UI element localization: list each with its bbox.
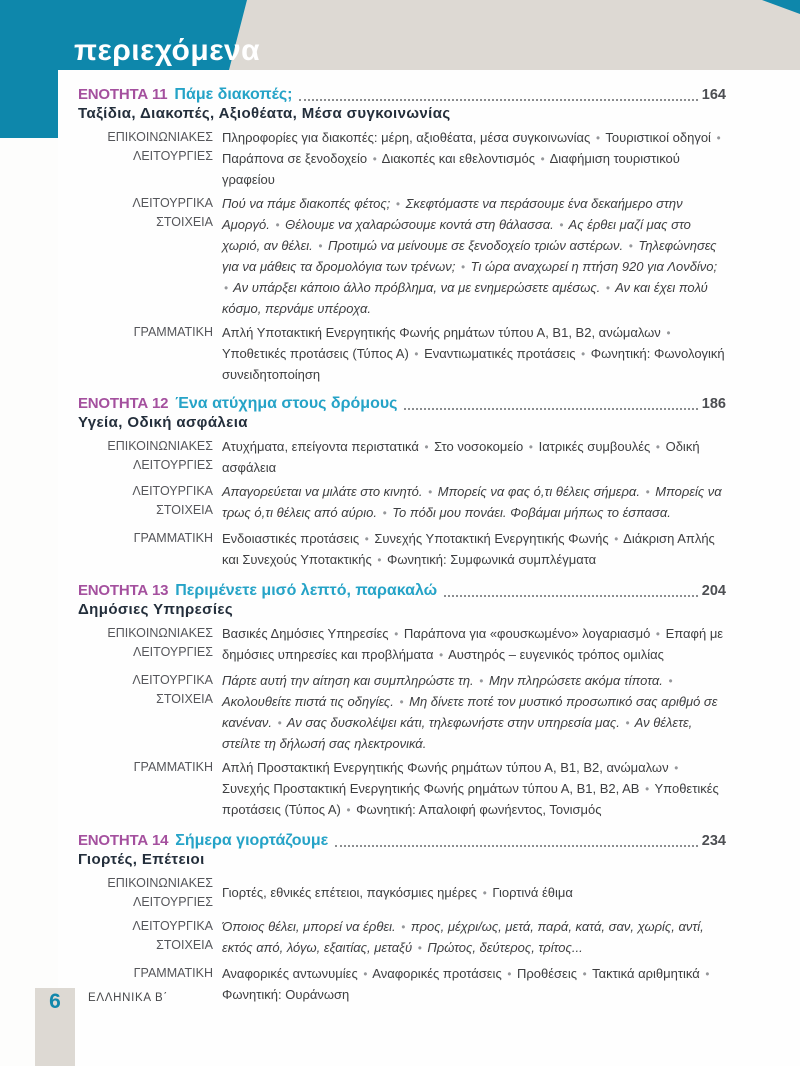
bullet-separator: • [482, 887, 487, 900]
section-label-line: ΓΡΑΜΜΑΤΙΚΗ [133, 531, 213, 545]
section-item: Φωνητική: Ουράνωση [222, 987, 350, 1002]
section-item: Υποθετικές προτάσεις (Τύπος Α) [222, 346, 409, 361]
toc-unit [78, 395, 726, 571]
section-item: Μη δίνετε ποτέ τον μυστικό προσωπικό σας αριθμό σε κανέναν. [222, 694, 718, 730]
bullet-separator: • [528, 442, 533, 454]
section-label-line: ΛΕΙΤΟΥΡΓΙΕΣ [133, 645, 213, 659]
bullet-separator: • [401, 922, 406, 934]
unit-title: Πάμε διακοπές; [174, 86, 293, 103]
section-item: Στο νοσοκομείο [434, 439, 524, 454]
section-item: Ακολουθείτε πιστά τις οδηγίες. [222, 694, 394, 709]
section-item: Ας έρθει μαζί μας στο χωριό, αν θέλει. [222, 217, 691, 253]
section-item: Διακοπές και εθελοντισμός [381, 151, 536, 166]
unit-subtitle: Δημόσιες Υπηρεσίες [78, 601, 234, 618]
bullet-separator: • [399, 697, 404, 709]
unit-section [78, 482, 726, 524]
unit-title: Ένα ατύχημα στους δρόμους [175, 395, 398, 412]
bullet-separator: • [479, 676, 484, 688]
section-label [78, 194, 213, 232]
section-label [78, 128, 213, 166]
bullet-separator: • [614, 534, 619, 546]
section-label [78, 624, 213, 662]
section-label-line: ΛΕΙΤΟΥΡΓΙΕΣ [133, 458, 213, 472]
section-item: Φωνητική: Συμφωνικά συμπλέγματα [387, 552, 597, 567]
section-item: Διαφήμιση τουριστικού γραφείου [222, 151, 680, 187]
section-label-line: ΓΡΑΜΜΑΤΙΚΗ [133, 760, 213, 774]
bullet-separator: • [595, 133, 600, 145]
section-items [222, 323, 726, 384]
section-item: Τουριστικοί οδηγοί [605, 130, 711, 145]
bullet-separator: • [674, 763, 679, 775]
bullet-separator: • [364, 534, 369, 546]
section-item: Ατυχήματα, επείγοντα περιστατικά [222, 439, 419, 454]
dot-leader [444, 595, 698, 597]
section-item: Απλή Προστακτική Ενεργητικής Φωνής ρημάτων τύπου Α, Β1, Β2, ανώμαλων [222, 760, 669, 775]
unit-section [78, 128, 726, 189]
section-label-line: ΓΡΑΜΜΑΤΙΚΗ [133, 325, 213, 339]
unit-section [78, 917, 726, 959]
section-item: Πληροφορίες για διακοπές: μέρη, αξιοθέατα, μέσα συγκοινωνίας [222, 130, 591, 145]
bullet-separator: • [716, 133, 721, 145]
section-item: Τι ώρα αναχωρεί η πτήση 920 για Λονδίνο; [470, 259, 718, 274]
unit-section [78, 758, 726, 821]
book-title: ΕΛΛΗΝΙΚΑ Β΄ [88, 992, 168, 1004]
section-item: Φωνητική: Απαλοιφή φωνήεντος, Τονισμός [356, 802, 602, 817]
bullet-separator: • [655, 442, 660, 454]
section-label-line: ΕΠΙΚΟΙΝΩΝΙΑΚΕΣ [107, 130, 213, 144]
section-label-line: ΛΕΙΤΟΥΡΓΙΚΑ ΣΤΟΙΧΕΙΑ [132, 484, 213, 517]
unit-page-number: 164 [701, 87, 726, 103]
section-label [78, 758, 213, 777]
section-item: Απαγορεύεται να μιλάτε στο κινητό. [222, 484, 423, 499]
unit-sections [78, 874, 726, 1004]
unit-subtitle: Γιορτές, Επέτειοι [78, 851, 205, 868]
unit-page-number: 234 [701, 833, 726, 849]
unit-sections [78, 128, 726, 384]
section-items [222, 194, 726, 318]
bullet-separator: • [668, 676, 673, 688]
dot-leader [404, 408, 697, 410]
section-item: Αν υπάρξει κάποιο άλλο πρόβλημα, να με ενημερώσετε αμέσως. [233, 280, 601, 295]
dot-leader [335, 845, 698, 847]
section-item: Γιορτινά έθιμα [492, 884, 573, 900]
unit-title: Σήμερα γιορτάζουμε [175, 832, 329, 849]
bullet-separator: • [275, 220, 280, 232]
section-label-line: ΕΠΙΚΟΙΝΩΝΙΑΚΕΣ [107, 626, 213, 640]
section-item: Πού να πάμε διακοπές φέτος; [222, 196, 391, 211]
section-label [78, 482, 213, 520]
bullet-separator: • [277, 718, 282, 730]
unit-heading-row [78, 582, 726, 600]
section-item: Το πόδι μου πονάει. Φοβάμαι μήπως το έσπασα. [392, 505, 671, 520]
section-label-line: ΕΠΙΚΟΙΝΩΝΙΑΚΕΣ [107, 439, 213, 453]
section-item: Ενδοιαστικές προτάσεις [222, 531, 360, 546]
unit-title: Περιμένετε μισό λεπτό, παρακαλώ [175, 582, 438, 599]
bullet-separator: • [414, 349, 419, 361]
unit-section [78, 437, 726, 477]
section-item: Εναντιωματικές προτάσεις [424, 346, 576, 361]
section-items [222, 964, 726, 1004]
section-item: Προθέσεις [517, 966, 578, 981]
unit-sections [78, 437, 726, 571]
section-item: Σκεφτόμαστε να περάσουμε ένα δεκαήμερο στην Αμοργό. [222, 196, 683, 232]
footer-strip [35, 988, 75, 1066]
bullet-separator: • [377, 555, 382, 567]
section-item: Οδική ασφάλεια [222, 439, 700, 475]
section-item: Αυστηρός – ευγενικός τρόπος ομιλίας [448, 647, 664, 662]
bullet-separator: • [395, 199, 400, 211]
unit-section [78, 964, 726, 1004]
section-item: Αναφορικές αντωνυμίες [222, 966, 358, 981]
section-item: Αναφορικές προτάσεις [372, 966, 502, 981]
unit-sections [78, 624, 726, 821]
section-items [222, 671, 726, 753]
unit-heading-row [78, 86, 726, 104]
unit-section [78, 874, 726, 912]
section-items [222, 917, 726, 959]
section-item: Τηλεφώνησες για να μάθεις τα δρομολόγια των τρένων; [222, 238, 717, 274]
section-item: Πρώτος, δεύτερος, τρίτος... [427, 940, 583, 955]
bullet-separator: • [460, 262, 465, 274]
section-item: Επαφή με δημόσιες υπηρεσίες και προβλήματα [222, 626, 724, 662]
bullet-separator: • [645, 487, 650, 499]
unit-number-label: ΕΝΟΤΗΤΑ 11 [78, 86, 168, 103]
section-items [222, 437, 726, 477]
unit-section [78, 671, 726, 753]
section-items [222, 883, 726, 904]
section-item: Ιατρικές συμβουλές [538, 439, 651, 454]
section-item: Αν σας δυσκολέψει κάτι, τηλεφωνήστε στην υπηρεσία μας. [286, 715, 620, 730]
section-label-line: ΛΕΙΤΟΥΡΓΙΕΣ [133, 895, 213, 909]
section-item: Μην πληρώσετε ακόμα τίποτα. [488, 673, 663, 688]
bullet-separator: • [382, 508, 387, 520]
section-items [222, 128, 726, 189]
toc-list [78, 86, 726, 1015]
bullet-separator: • [655, 629, 660, 641]
bullet-separator: • [628, 241, 633, 253]
bullet-separator: • [372, 154, 377, 166]
section-item: Παράπονα σε ξενοδοχείο [222, 151, 368, 166]
section-item: Αν θέλετε, στείλτε τη δήλωσή σας ηλεκτρονικά. [222, 715, 693, 751]
section-item: Γιορτές, εθνικές επέτειοι, παγκόσμιες ημέρες [222, 884, 478, 900]
section-item: Συνεχής Προστακτική Ενεργητικής Φωνής ρημάτων τύπου Α, Β1, Β2, ΑΒ [222, 781, 640, 796]
bullet-separator: • [581, 349, 586, 361]
section-label [78, 964, 213, 983]
unit-heading-row [78, 395, 726, 413]
bullet-separator: • [318, 241, 323, 253]
section-item: Όποιος θέλει, μπορεί να έρθει. [222, 919, 396, 934]
section-items [222, 758, 726, 821]
section-item: προς, μέχρι/ως, μετά, παρά, κατά, σαν, χωρίς, αντί, εκτός από, λόγω, εξαιτίας, μεταξύ [222, 919, 704, 955]
page-title: περιεχόμενα [74, 34, 261, 67]
unit-number-label: ΕΝΟΤΗΤΑ 14 [78, 832, 169, 849]
bullet-separator: • [417, 943, 422, 955]
section-label [78, 323, 213, 342]
unit-subtitle: Υγεία, Οδική ασφάλεια [78, 414, 248, 431]
section-item: Παράπονα για «φουσκωμένο» λογαριασμό [403, 626, 651, 641]
bullet-separator: • [346, 805, 351, 817]
bullet-separator: • [582, 969, 587, 981]
unit-number-label: ΕΝΟΤΗΤΑ 12 [78, 395, 169, 412]
unit-subtitle: Ταξίδια, Διακοπές, Αξιοθέατα, Μέσα συγκοινωνίας [78, 105, 451, 122]
section-item: Απλή Υποτακτική Ενεργητικής Φωνής ρημάτων τύπου Α, Β1, Β2, ανώμαλων [222, 325, 661, 340]
bullet-separator: • [424, 442, 429, 454]
section-item: Αν και έχει πολύ κόσμο, περνάμε υπέροχα. [222, 280, 708, 316]
section-label [78, 529, 213, 548]
bullet-separator: • [625, 718, 630, 730]
section-item: Τακτικά αριθμητικά [592, 966, 700, 981]
section-items [222, 624, 726, 666]
bullet-separator: • [559, 220, 564, 232]
page-number: 6 [49, 990, 61, 1013]
section-item: Πάρτε αυτή την αίτηση και συμπληρώστε τη. [222, 673, 474, 688]
bullet-separator: • [224, 283, 229, 295]
section-label-line: ΛΕΙΤΟΥΡΓΙΚΑ ΣΤΟΙΧΕΙΑ [132, 919, 213, 952]
section-items [222, 482, 726, 524]
section-item: Προτιμώ να μείνουμε σε ξενοδοχείο τριών αστέρων. [327, 238, 624, 253]
unit-section [78, 624, 726, 666]
toc-unit [78, 86, 726, 384]
bullet-separator: • [645, 784, 650, 796]
section-label-line: ΛΕΙΤΟΥΡΓΙΚΑ ΣΤΟΙΧΕΙΑ [132, 673, 213, 706]
section-label [78, 874, 213, 912]
bullet-separator: • [507, 969, 512, 981]
unit-page-number: 186 [701, 396, 726, 412]
section-label [78, 917, 213, 955]
bullet-separator: • [428, 487, 433, 499]
section-label [78, 437, 213, 475]
unit-page-number: 204 [701, 583, 726, 599]
section-label [78, 671, 213, 709]
toc-unit [78, 582, 726, 821]
unit-number-label: ΕΝΟΤΗΤΑ 13 [78, 582, 169, 599]
unit-section [78, 529, 726, 571]
bullet-separator: • [363, 969, 368, 981]
bullet-separator: • [705, 969, 710, 981]
bullet-separator: • [605, 283, 610, 295]
section-item: Θέλουμε να χαλαρώσουμε κοντά στη θάλασσα. [285, 217, 554, 232]
section-item: Βασικές Δημόσιες Υπηρεσίες [222, 626, 389, 641]
dot-leader [299, 99, 697, 101]
section-items [222, 529, 726, 571]
section-item: Μπορείς να τρως ό,τι θέλεις από αύριο. [222, 484, 722, 520]
section-item: Συνεχής Υποτακτική Ενεργητικής Φωνής [374, 531, 609, 546]
section-label-line: ΓΡΑΜΜΑΤΙΚΗ [133, 966, 213, 980]
section-label-line: ΛΕΙΤΟΥΡΓΙΕΣ [133, 149, 213, 163]
bullet-separator: • [394, 629, 399, 641]
unit-section [78, 194, 726, 318]
bullet-separator: • [439, 650, 444, 662]
section-label-line: ΛΕΙΤΟΥΡΓΙΚΑ ΣΤΟΙΧΕΙΑ [132, 196, 213, 229]
bullet-separator: • [540, 154, 545, 166]
unit-section [78, 323, 726, 384]
section-label-line: ΕΠΙΚΟΙΝΩΝΙΑΚΕΣ [107, 876, 213, 890]
section-item: Φωνητική: Φωνολογική συνειδητοποίηση [222, 346, 725, 382]
unit-heading-row [78, 832, 726, 850]
section-item: Διάκριση Απλής και Συνεχούς Υποτακτικής [222, 531, 715, 567]
bullet-separator: • [666, 328, 671, 340]
section-item: Μπορείς να φας ό,τι θέλεις σήμερα. [437, 484, 640, 499]
toc-unit [78, 832, 726, 1004]
section-item: Υποθετικές προτάσεις (Τύπος Α) [222, 781, 719, 817]
